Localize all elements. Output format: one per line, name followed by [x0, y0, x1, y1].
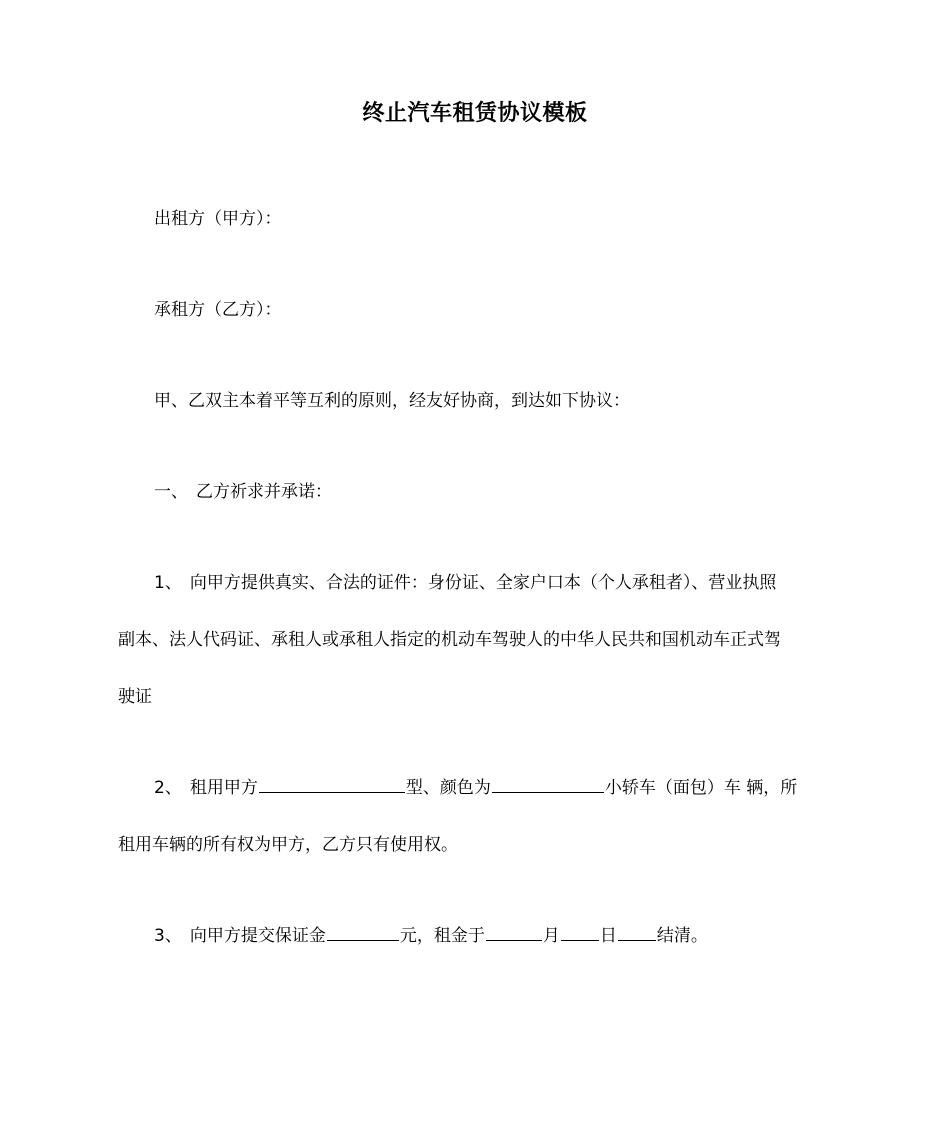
item-2-text-b: 型、颜色为: [405, 778, 491, 798]
vehicle-model-blank: [259, 772, 405, 793]
item-1-number: 1、: [154, 573, 182, 593]
item-1-line-3: 驶证: [118, 687, 152, 707]
item-3-line-1: [118, 908, 868, 965]
document-title: 终止汽车租赁协议模板: [362, 101, 588, 126]
item-2-text-c: 小轿车（面包）车 辆，所: [604, 778, 798, 798]
vehicle-color-blank: [492, 772, 604, 793]
item-1-line-2: 副本、法人代码证、承租人或承租人指定的机动车驾驶人的中华人民共和国机动车正式驾: [118, 630, 781, 650]
day-blank: [561, 920, 599, 941]
item-3-text-c: 月: [542, 926, 560, 946]
section-1-heading: [118, 464, 868, 521]
item-3-text-d: 日: [599, 926, 617, 946]
section-1-number: 一、: [154, 482, 188, 502]
item-3-number: 3、: [154, 926, 182, 946]
item-2-line-2: 租用车辆的所有权为甲方，乙方只有使用权。: [118, 835, 458, 855]
item-3-text-e: 结清。: [656, 926, 708, 946]
settlement-blank: [618, 920, 656, 941]
intro-paragraph: 甲、乙双主本着平等互利的原则，经友好协商，到达如下协议：: [154, 391, 630, 411]
month-blank: [486, 920, 542, 941]
section-1-text: 乙方祈求并承诺：: [196, 482, 332, 502]
item-1-line-1: [118, 555, 868, 612]
item-3-text-b: 元，租金于: [399, 926, 485, 946]
item-2-line-1: [118, 760, 868, 817]
item-2-text-a: 租用甲方: [189, 778, 258, 798]
lessor-label: 出租方（甲方）：: [154, 209, 282, 229]
item-3-text-a: 向甲方提交保证金: [189, 926, 326, 946]
lessee-label: 承租方（乙方）：: [154, 300, 282, 320]
item-2-number: 2、: [154, 778, 182, 798]
deposit-amount-blank: [327, 920, 399, 941]
item-1-text-1: 向甲方提供真实、合法的证件：身份证、全家户口本（个人承租者）、营业执照: [189, 573, 777, 593]
